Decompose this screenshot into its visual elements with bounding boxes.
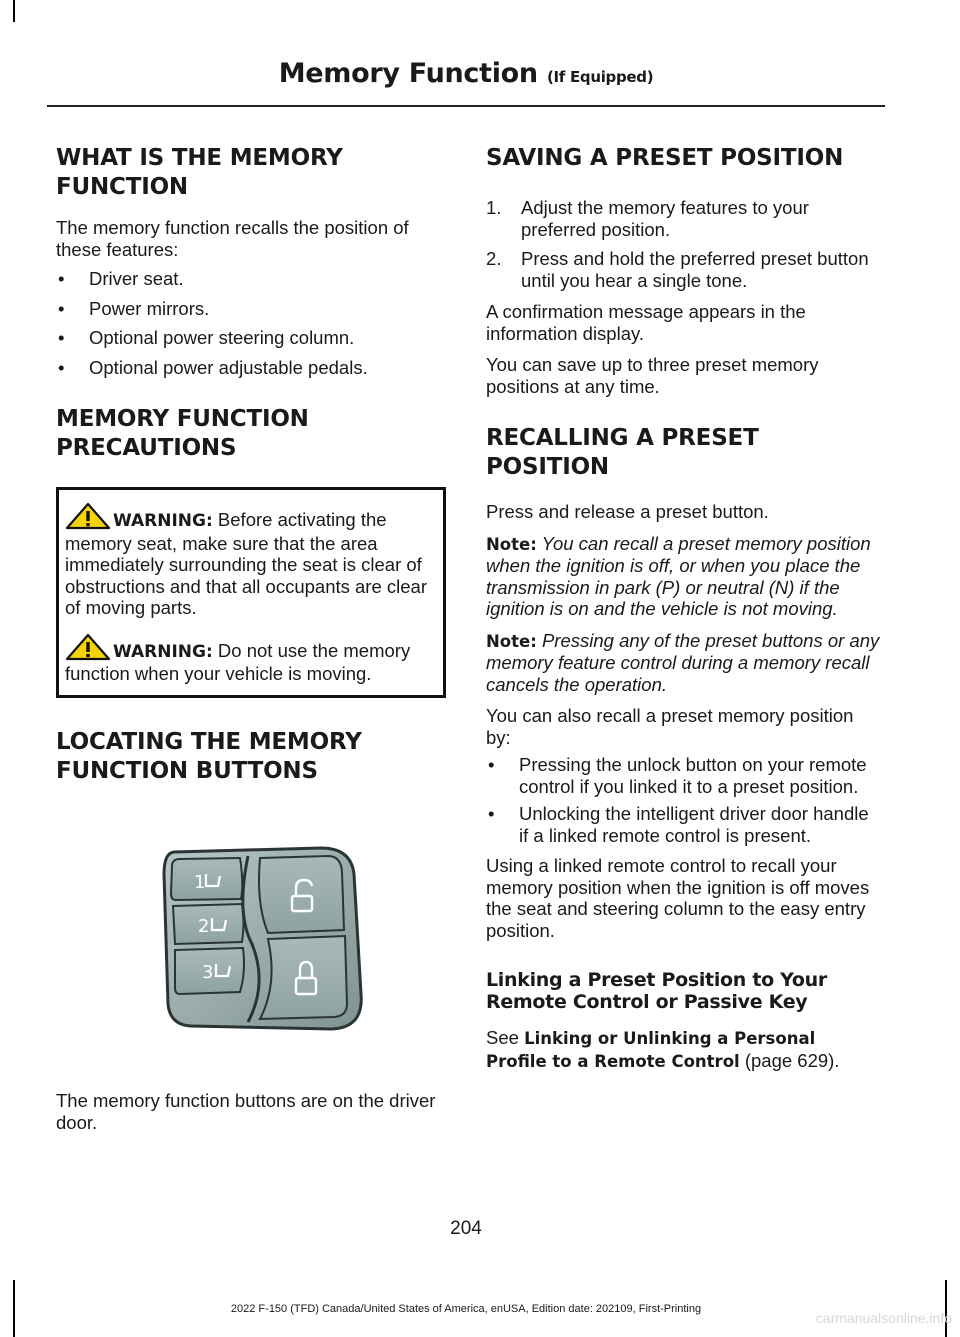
paragraph: You can also recall a preset memory position by:	[486, 705, 854, 748]
note-2: Note: Pressing any of the preset buttons or any memory feature control during a memory recall cancels the operation.	[486, 629, 880, 695]
section-title-what-is: WHAT IS THE MEMORY FUNCTION	[56, 145, 343, 200]
crop-mark-top-left	[13, 0, 15, 22]
recall-methods-list	[486, 754, 881, 846]
intro-paragraph: The memory function recalls the position of these features:	[56, 217, 409, 260]
warning-1: WARNING: Before activating the memory seat, make sure that the area immediately surrounding the seat is clear of obstructions and that all occupants are clear of moving parts.	[65, 502, 437, 619]
right-column	[486, 144, 881, 1072]
header-rule	[47, 105, 885, 107]
warning-box	[56, 487, 446, 698]
paragraph: Using a linked remote control to recall your memory position when the ignition is off moves the seat and steering column to the easy entry position.	[486, 855, 870, 941]
list-item: • Optional power adjustable pedals.	[56, 357, 446, 379]
warning-2: WARNING: Do not use the memory function when your vehicle is moving.	[65, 633, 437, 685]
list-item: • Unlocking the intelligent driver door handle if a linked remote control is present.	[486, 803, 881, 846]
edition-footer: 2022 F-150 (TFD) Canada/United States of America, enUSA, Edition date: 202109, First-Printing	[230, 1303, 702, 1315]
page-number: 204	[450, 1218, 482, 1239]
note-1: Note: You can recall a preset memory position when the ignition is off, or when you place the transmission in park (P) or neutral (N) if the ignition is on and the vehicle is not moving.	[486, 532, 871, 619]
memory-switch-illustration	[156, 844, 416, 1034]
cross-reference: See Linking or Unlinking a Personal Profile to a Remote Control (page 629).	[486, 1027, 840, 1071]
paragraph: A confirmation message appears in the information display.	[486, 301, 806, 344]
preset-1-label: 1	[194, 872, 206, 893]
unlock-button	[259, 856, 344, 933]
section-title-saving: SAVING A PRESET POSITION	[486, 145, 844, 171]
preset-3-label: 3	[202, 962, 214, 983]
figure-caption: The memory function buttons are on the driver door.	[56, 1090, 436, 1133]
list-item: 1. Adjust the memory features to your preferred position.	[486, 197, 809, 240]
warning-triangle-icon	[65, 633, 111, 661]
feature-list	[56, 268, 446, 378]
list-item: 2. Press and hold the preferred preset button until you hear a single tone.	[486, 248, 869, 291]
paragraph: You can save up to three preset memory positions at any time.	[486, 354, 819, 397]
watermark: carmanualsonline.info	[815, 1310, 952, 1326]
header-qualifier: (If Equipped)	[546, 68, 654, 86]
list-item: • Driver seat.	[56, 268, 446, 290]
section-title-precautions: MEMORY FUNCTION PRECAUTIONS	[56, 406, 309, 461]
section-title-recalling: RECALLING A PRESET POSITION	[486, 425, 759, 480]
left-column	[56, 144, 446, 1133]
paragraph: Press and release a preset button.	[486, 501, 769, 522]
crop-mark-bottom-right	[945, 1280, 947, 1337]
warning-triangle-icon	[65, 502, 111, 530]
subsection-title-linking: Linking a Preset Position to Your Remote Control or Passive Key	[486, 969, 827, 1013]
preset-2-label: 2	[198, 916, 210, 937]
saving-steps	[486, 197, 881, 291]
header-title: Memory Function	[278, 58, 538, 89]
list-item: • Power mirrors.	[56, 298, 446, 320]
list-item: • Pressing the unlock button on your remote control if you linked it to a preset position.	[486, 754, 881, 797]
list-item: • Optional power steering column.	[56, 327, 446, 349]
section-title-locating: LOCATING THE MEMORY FUNCTION BUTTONS	[56, 728, 362, 784]
page-header	[0, 58, 932, 89]
reference-link[interactable]: Linking or Unlinking a Personal Profile to a Remote Control	[486, 1029, 816, 1071]
